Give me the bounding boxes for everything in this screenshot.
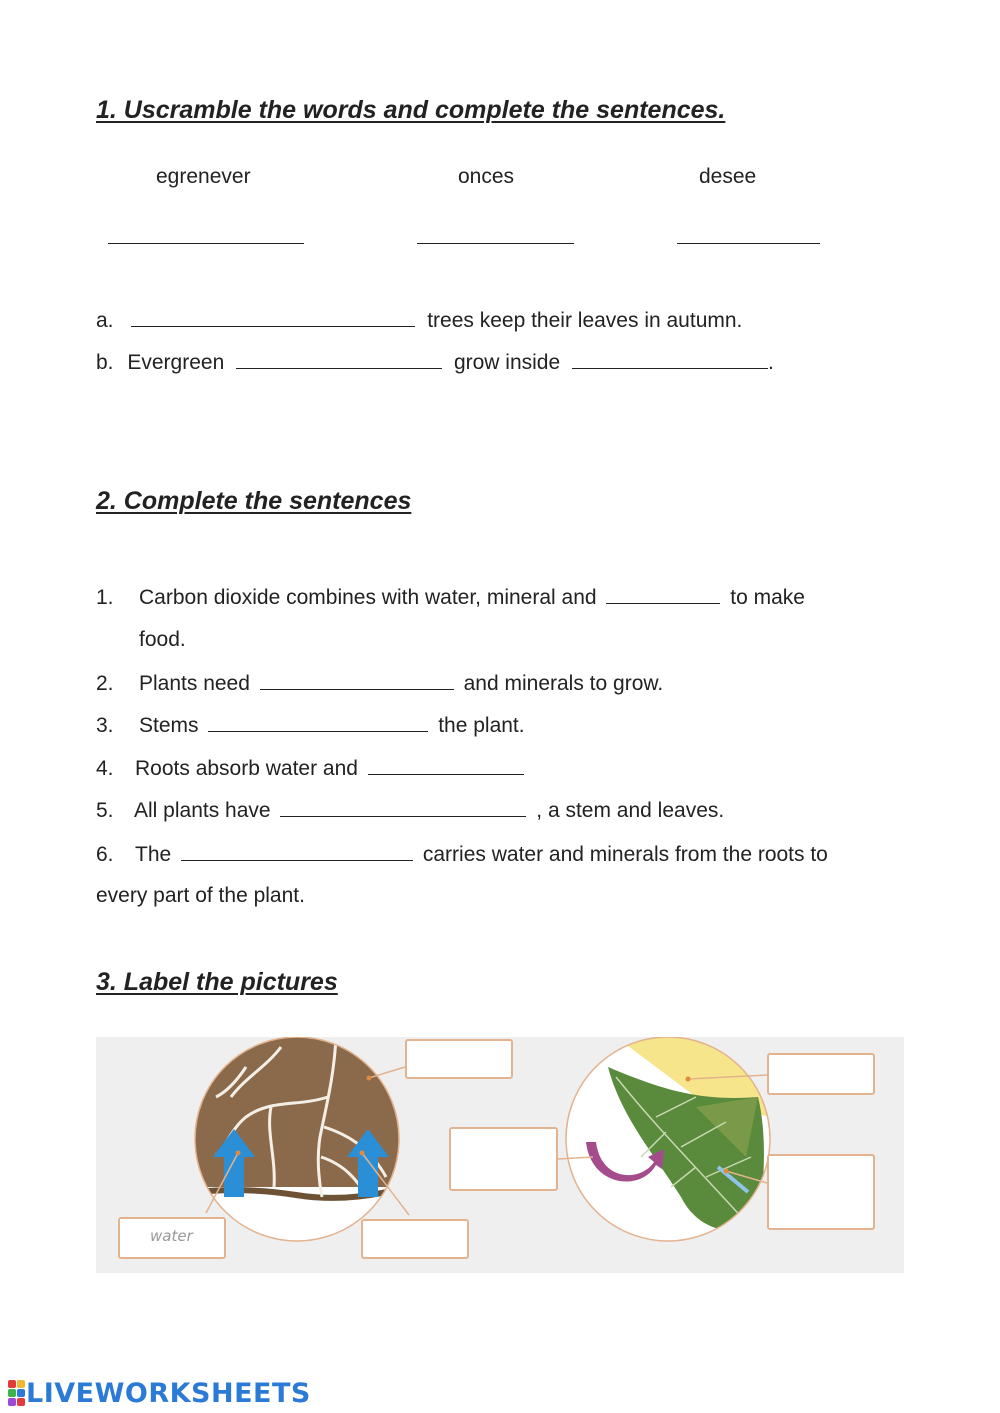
unscramble-answer-line-3[interactable] bbox=[677, 243, 820, 244]
scrambled-word-2: onces bbox=[458, 165, 515, 188]
item-text-after: the plant. bbox=[438, 714, 525, 737]
unscramble-answer-line-2[interactable] bbox=[417, 243, 574, 244]
sentence-b-middle: grow inside bbox=[453, 351, 561, 374]
item-text-after: , a stem and leaves. bbox=[536, 799, 725, 822]
item-4-blank[interactable] bbox=[368, 758, 524, 775]
completion-item-3 bbox=[96, 714, 525, 738]
item-2-blank[interactable] bbox=[260, 673, 454, 690]
sentence-b-end: . bbox=[768, 351, 774, 374]
item-text-before: Roots absorb water and bbox=[135, 757, 358, 780]
label-box-soil[interactable] bbox=[405, 1039, 513, 1079]
label-box-leaf-vein[interactable] bbox=[767, 1154, 875, 1230]
completion-item-1-cont: food. bbox=[139, 628, 186, 651]
item-text-before: The bbox=[135, 843, 172, 866]
label-water-text: water bbox=[150, 1227, 193, 1245]
plant-diagram-panel bbox=[96, 1037, 904, 1273]
item-6-blank[interactable] bbox=[181, 844, 413, 861]
completion-item-1 bbox=[96, 586, 805, 610]
liveworksheets-brand: LIVEWORKSHEETS bbox=[26, 1378, 311, 1409]
item-number: 4. bbox=[96, 757, 114, 780]
item-number: 5. bbox=[96, 799, 114, 822]
item-text-after: to make bbox=[730, 586, 805, 609]
liveworksheets-logo-icon bbox=[8, 1378, 26, 1410]
item-number: 2. bbox=[96, 672, 114, 695]
sentence-a-blank[interactable] bbox=[131, 310, 415, 327]
label-box-carbon-dioxide[interactable] bbox=[449, 1127, 558, 1191]
item-text-before: All plants have bbox=[134, 799, 271, 822]
item-text-before: Stems bbox=[139, 714, 199, 737]
section-1-heading: 1. Uscramble the words and complete the sentences. bbox=[96, 96, 726, 124]
leaf-illustration bbox=[566, 1037, 770, 1241]
item-number: 1. bbox=[96, 586, 114, 609]
completion-item-4 bbox=[96, 757, 524, 781]
item-number: 6. bbox=[96, 843, 114, 866]
item-text-after: carries water and minerals from the roots to bbox=[422, 843, 828, 866]
sentence-b-blank-2[interactable] bbox=[572, 352, 768, 369]
sentence-b-blank-1[interactable] bbox=[236, 352, 442, 369]
label-box-minerals[interactable] bbox=[361, 1219, 469, 1259]
scrambled-word-1: egrenever bbox=[156, 165, 251, 188]
sentence-a-marker: a. bbox=[96, 309, 114, 332]
item-text-after: and minerals to grow. bbox=[463, 672, 664, 695]
sentence-a bbox=[96, 309, 742, 333]
label-box-sunlight[interactable] bbox=[767, 1053, 875, 1095]
sentence-a-text: trees keep their leaves in autumn. bbox=[427, 309, 743, 332]
item-text-before: Carbon dioxide combines with water, mineral and bbox=[139, 586, 597, 609]
completion-item-6-cont: every part of the plant. bbox=[96, 884, 305, 907]
completion-item-5 bbox=[96, 799, 724, 823]
item-1-blank[interactable] bbox=[606, 587, 720, 604]
scrambled-word-3: desee bbox=[699, 165, 757, 188]
section-2-heading: 2. Complete the sentences bbox=[96, 487, 412, 515]
sentence-b-marker: b. bbox=[96, 351, 114, 374]
completion-item-2 bbox=[96, 672, 663, 696]
item-number: 3. bbox=[96, 714, 114, 737]
item-text-before: Plants need bbox=[139, 672, 250, 695]
label-box-water[interactable] bbox=[118, 1217, 226, 1259]
sentence-b bbox=[96, 351, 774, 375]
section-3-heading: 3. Label the pictures bbox=[96, 968, 338, 996]
unscramble-answer-line-1[interactable] bbox=[108, 243, 304, 244]
item-5-blank[interactable] bbox=[280, 800, 526, 817]
completion-item-6 bbox=[96, 843, 828, 867]
sentence-b-start: Evergreen bbox=[127, 351, 225, 374]
item-3-blank[interactable] bbox=[208, 715, 428, 732]
